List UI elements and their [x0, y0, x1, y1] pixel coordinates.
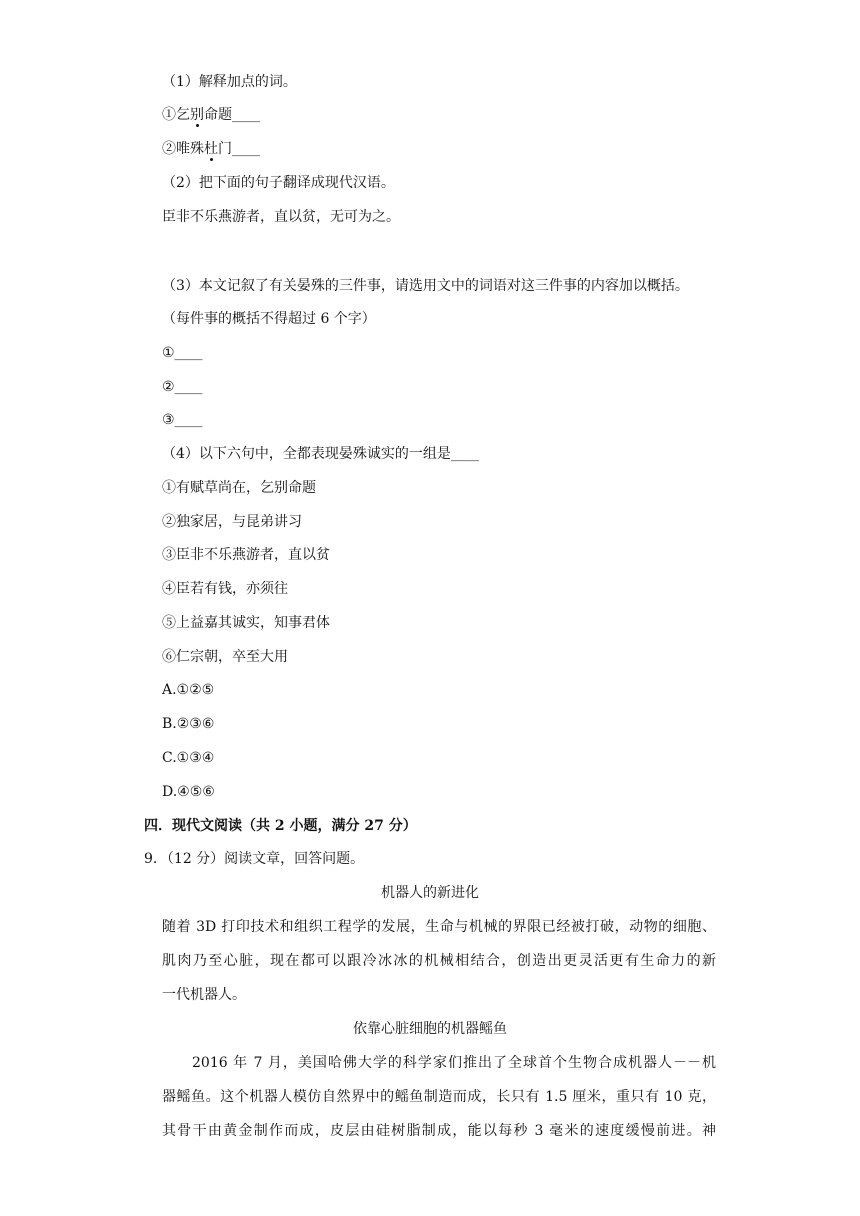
q3-blank-1: ①____	[162, 345, 203, 361]
article-paragraph-1-line: 一代机器人。	[162, 987, 246, 1003]
q4-sentence: ②独家居，与昆弟讲习	[162, 514, 302, 530]
q1-item-1	[162, 106, 260, 124]
q4-sentence: ④臣若有钱，亦须往	[162, 581, 288, 597]
article-paragraph-2-line: 2016 年 7 月，美国哈佛大学的科学家们推出了全球首个生物合成机器人－－机	[162, 1055, 716, 1071]
q4-option-b: B.②③⑥	[162, 716, 215, 732]
article-paragraph-2-line: 器鳐鱼。这个机器人模仿自然界中的鳐鱼制造而成，长只有 1.5 厘米，重只有 10 克，	[162, 1089, 716, 1105]
q1-item-1-prefix: ①乞	[162, 107, 190, 123]
q4-sentence: ⑥仁宗朝，卒至大用	[162, 649, 288, 665]
q1-item-2-dotted-word: 杜	[204, 141, 218, 157]
article-paragraph-2-line: 其骨干由黄金制作而成，皮层由硅树脂制成，能以每秒 3 毫米的速度缓慢前进。神	[162, 1123, 716, 1139]
q1-heading: （1）解释加点的词。	[162, 74, 297, 90]
q3-blank-3: ③____	[162, 412, 203, 428]
q3-heading: （3）本文记叙了有关晏殊的三件事，请选用文中的词语对这三件事的内容加以概括。	[162, 278, 689, 294]
q4-sentence: ①有赋草尚在，乞别命题	[162, 480, 316, 496]
q1-item-1-dotted-word: 别	[190, 107, 204, 123]
q4-option-c: C.①③④	[162, 750, 215, 766]
q4-sentence: ⑤上益嘉其诚实，知事君体	[162, 615, 330, 631]
article-paragraph-1-line: 随着 3D 打印技术和组织工程学的发展，生命与机械的界限已经被打破，动物的细胞、	[162, 919, 716, 935]
q1-item-2-prefix: ②唯殊	[162, 141, 204, 157]
q1-item-2-rest: 门____	[218, 141, 260, 157]
article-paragraph-1-line: 肌肉乃至心脏，现在都可以跟冷冰冰的机械相结合，创造出更灵活更有生命力的新	[162, 953, 716, 969]
q4-option-a: A.①②⑤	[162, 682, 215, 698]
q3-note: （每件事的概括不得超过 6 个字）	[162, 311, 376, 327]
question-9-intro: 9．（12 分）阅读文章，回答问题。	[144, 851, 365, 867]
q4-heading: （4）以下六句中，全都表现晏殊诚实的一组是____	[162, 446, 479, 462]
q1-item-2	[162, 140, 260, 158]
article-title: 机器人的新进化	[381, 885, 479, 901]
q4-option-d: D.④⑤⑥	[162, 784, 215, 800]
q2-sentence: 臣非不乐燕游者，直以贫，无可为之。	[162, 209, 400, 225]
q1-item-1-rest: 命题____	[204, 107, 260, 123]
section-title: 四．现代文阅读（共 2 小题，满分 27 分）	[144, 818, 417, 834]
q2-heading: （2）把下面的句子翻译成现代汉语。	[162, 175, 395, 191]
q3-blank-2: ②____	[162, 379, 203, 395]
q4-sentence: ③臣非不乐燕游者，直以贫	[162, 547, 330, 563]
article-subtitle: 依靠心脏细胞的机器鳐鱼	[353, 1021, 507, 1037]
